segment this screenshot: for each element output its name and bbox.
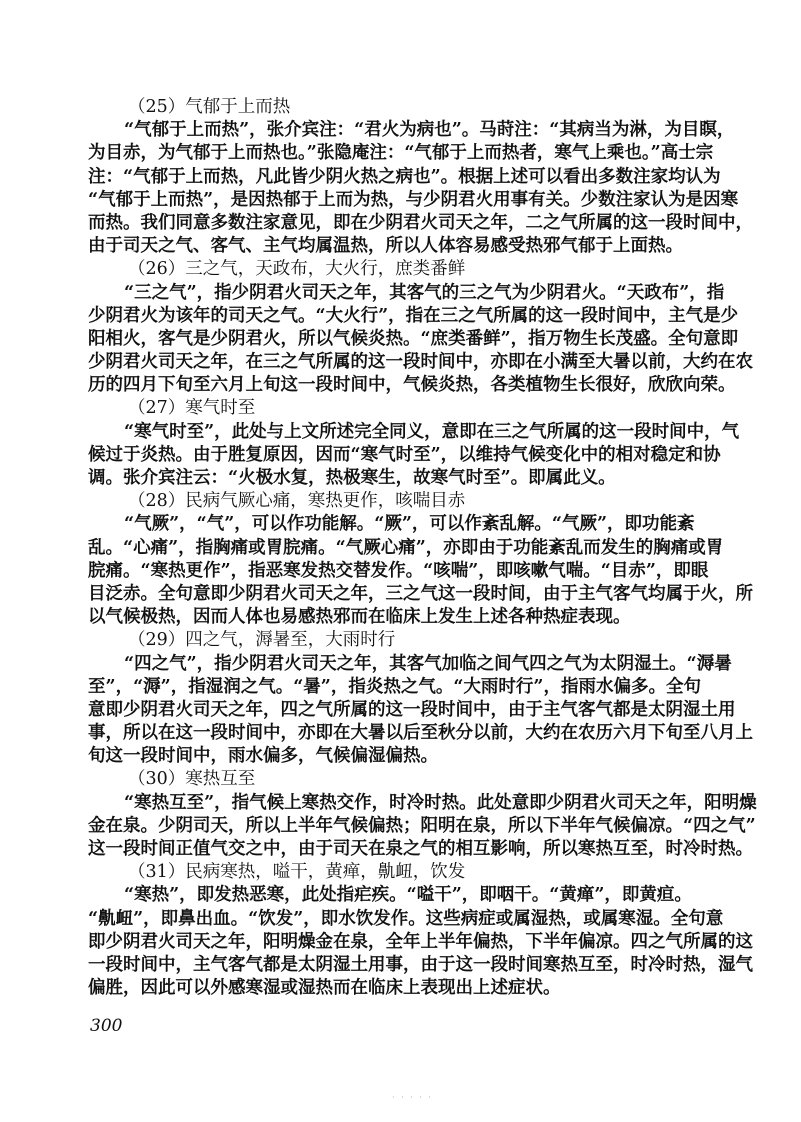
section [88,629,753,768]
body-text-line: “寒气时至”，此处与上文所述完全同义，意即在三之气所属的这一段时间中，气 [124,421,740,442]
body-text-line: 注：“气郁于上而热，凡此皆少阴火热之病也”。根据上述可以看出多数注家均认为 [88,166,721,187]
body-text-line: “寒热”，即发热恶寒，此处指疟疾。“嗌干”，即咽干。“黄瘅”，即黄疸。 [124,885,692,906]
section-heading: （26）三之气，天政布，大火行，庶类番鲜 [128,259,466,280]
body-text-line: 偏胜，因此可以外感寒湿或湿热而在临床上表现出上述症状。 [88,978,561,999]
body-text-line: 事，所以在这一段时间中，亦即在大暑以后至秋分以前，大约在农历六月下旬至八月上 [88,723,753,744]
body-text-line: 即少阴君火司天之年，阳明燥金在泉，全年上半年偏热，下半年偏凉。四之气所属的这 [88,931,753,952]
section [88,861,753,1000]
body-text-line: 这一段时间正值气交之中，由于司天在泉之气的相互影响，所以寒热互至，时冷时热。 [88,839,753,859]
section [88,258,753,397]
page-body [88,96,757,1000]
body-text-line: 候过于炎热。由于胜复原因，因而“寒气时至”，以维持气候变化中的相对稳定和协 [88,444,721,465]
body-text-line: “气郁于上而热”，是因热郁于上而为热，与少阴君火用事有关。少数注家认为是因寒 [88,189,739,210]
section-heading: （25）气郁于上而热 [128,97,291,117]
body-text-line: “鼽衄”，即鼻出血。“饮发”，即水饮发作。这些病症或属湿热，或属寒湿。全句意 [88,908,724,929]
body-text-line: 少阴君火司天之年，在三之气所属的这一段时间中，亦即在小满至大暑以前，大约在农 [88,352,753,373]
body-text-line: 阳相火，客气是少阴君火，所以气候炎热。“庶类番鲜”，指万物生长茂盛。全句意即 [88,328,739,349]
body-text-line: 调。张介宾注云：“火极水复，热极寒生，故寒气时至”。即属此义。 [88,468,616,488]
section [88,490,753,629]
body-text-line: “气郁于上而热”，张介宾注：“君火为病也”。马莳注：“其病当为淋，为目瞑， [124,120,735,141]
body-text-line: 由于司天之气、客气、主气均属温热，所以人体容易感受热邪气郁于上面热。 [88,236,683,257]
body-text-line: “寒热互至”，指气候上寒热交作，时冷时热。此处意即少阴君火司天之年，阳明燥 [124,792,757,813]
body-text-line: 旬这一段时间中，雨水偏多，气候偏湿偏热。 [88,746,438,767]
body-text-line: 为目赤，为气郁于上而热也。”张隐庵注：“气郁于上而热者，寒气上乘也。”高士宗 [88,143,714,164]
body-text-line: 历的四月下旬至六月上旬这一段时间中，气候炎热，各类植物生长很好，欣欣向荣。 [88,375,736,396]
body-text-line: 目泛赤。全句意即少阴君火司天之年，三之气这一段时间，由于主气客气均属于火，所 [88,583,753,604]
section-heading: （30）寒热互至 [128,769,256,790]
section-heading: （29）四之气，溽暑至，大雨时行 [128,630,396,651]
body-text-line: 以气候极热，因而人体也易感热邪而在临床上发生上述各种热症表现。 [88,607,631,628]
section [88,768,757,861]
body-text-line: “四之气”，指少阴君火司天之年，其客气加临之间气四之气为太阴湿土。“溽暑 [124,653,732,674]
section [88,397,740,490]
section [88,96,753,258]
page-number: 300 [90,1016,123,1036]
scan-marks: · · · · · [392,1093,433,1102]
section-heading: （28）民病气厥心痛，寒热更作，咳喘目赤 [128,491,466,512]
body-text-line: “三之气”，指少阴君火司天之年，其客气的三之气为少阴君火。“天政布”，指 [124,282,725,303]
body-text-line: 脘痛。“寒热更作”，指恶寒发热交替发作。“咳喘”，即咳嗽气喘。“目赤”，即眼 [88,560,709,581]
body-text-line: 一段时间中，主气客气都是太阴湿土用事，由于这一段时间寒热互至，时冷时热，湿气 [88,954,753,975]
section-heading: （31）民病寒热，嗌干，黄瘅，鼽衄，饮发 [128,862,466,883]
body-text-line: 意即少阴君火司天之年，四之气所属的这一段时间中，由于主气客气都是太阴湿土用 [88,699,736,720]
body-text-line: “气厥”，“气”，可以作功能解。“厥”，可以作紊乱解。“气厥”，即功能紊 [124,514,695,535]
body-text-line: 乱。“心痛”，指胸痛或胃脘痛。“气厥心痛”，亦即由于功能紊乱而发生的胸痛或胃 [88,537,724,558]
body-text-line: 而热。我们同意多数注家意见，即在少阴君火司天之年，二之气所属的这一段时间中， [88,212,753,233]
body-text-line: 至”，“溽”，指湿润之气。“暑”，指炎热之气。“大雨时行”，指雨水偏多。全句 [88,676,701,697]
body-text-line: 金在泉。少阴司天，所以上半年气候偏热；阳明在泉，所以下半年气候偏凉。“四之气” [88,815,756,836]
section-heading: （27）寒气时至 [128,398,256,419]
body-text-line: 少阴君火为该年的司天之气。“大火行”，指在三之气所属的这一段时间中，主气是少 [88,305,739,326]
